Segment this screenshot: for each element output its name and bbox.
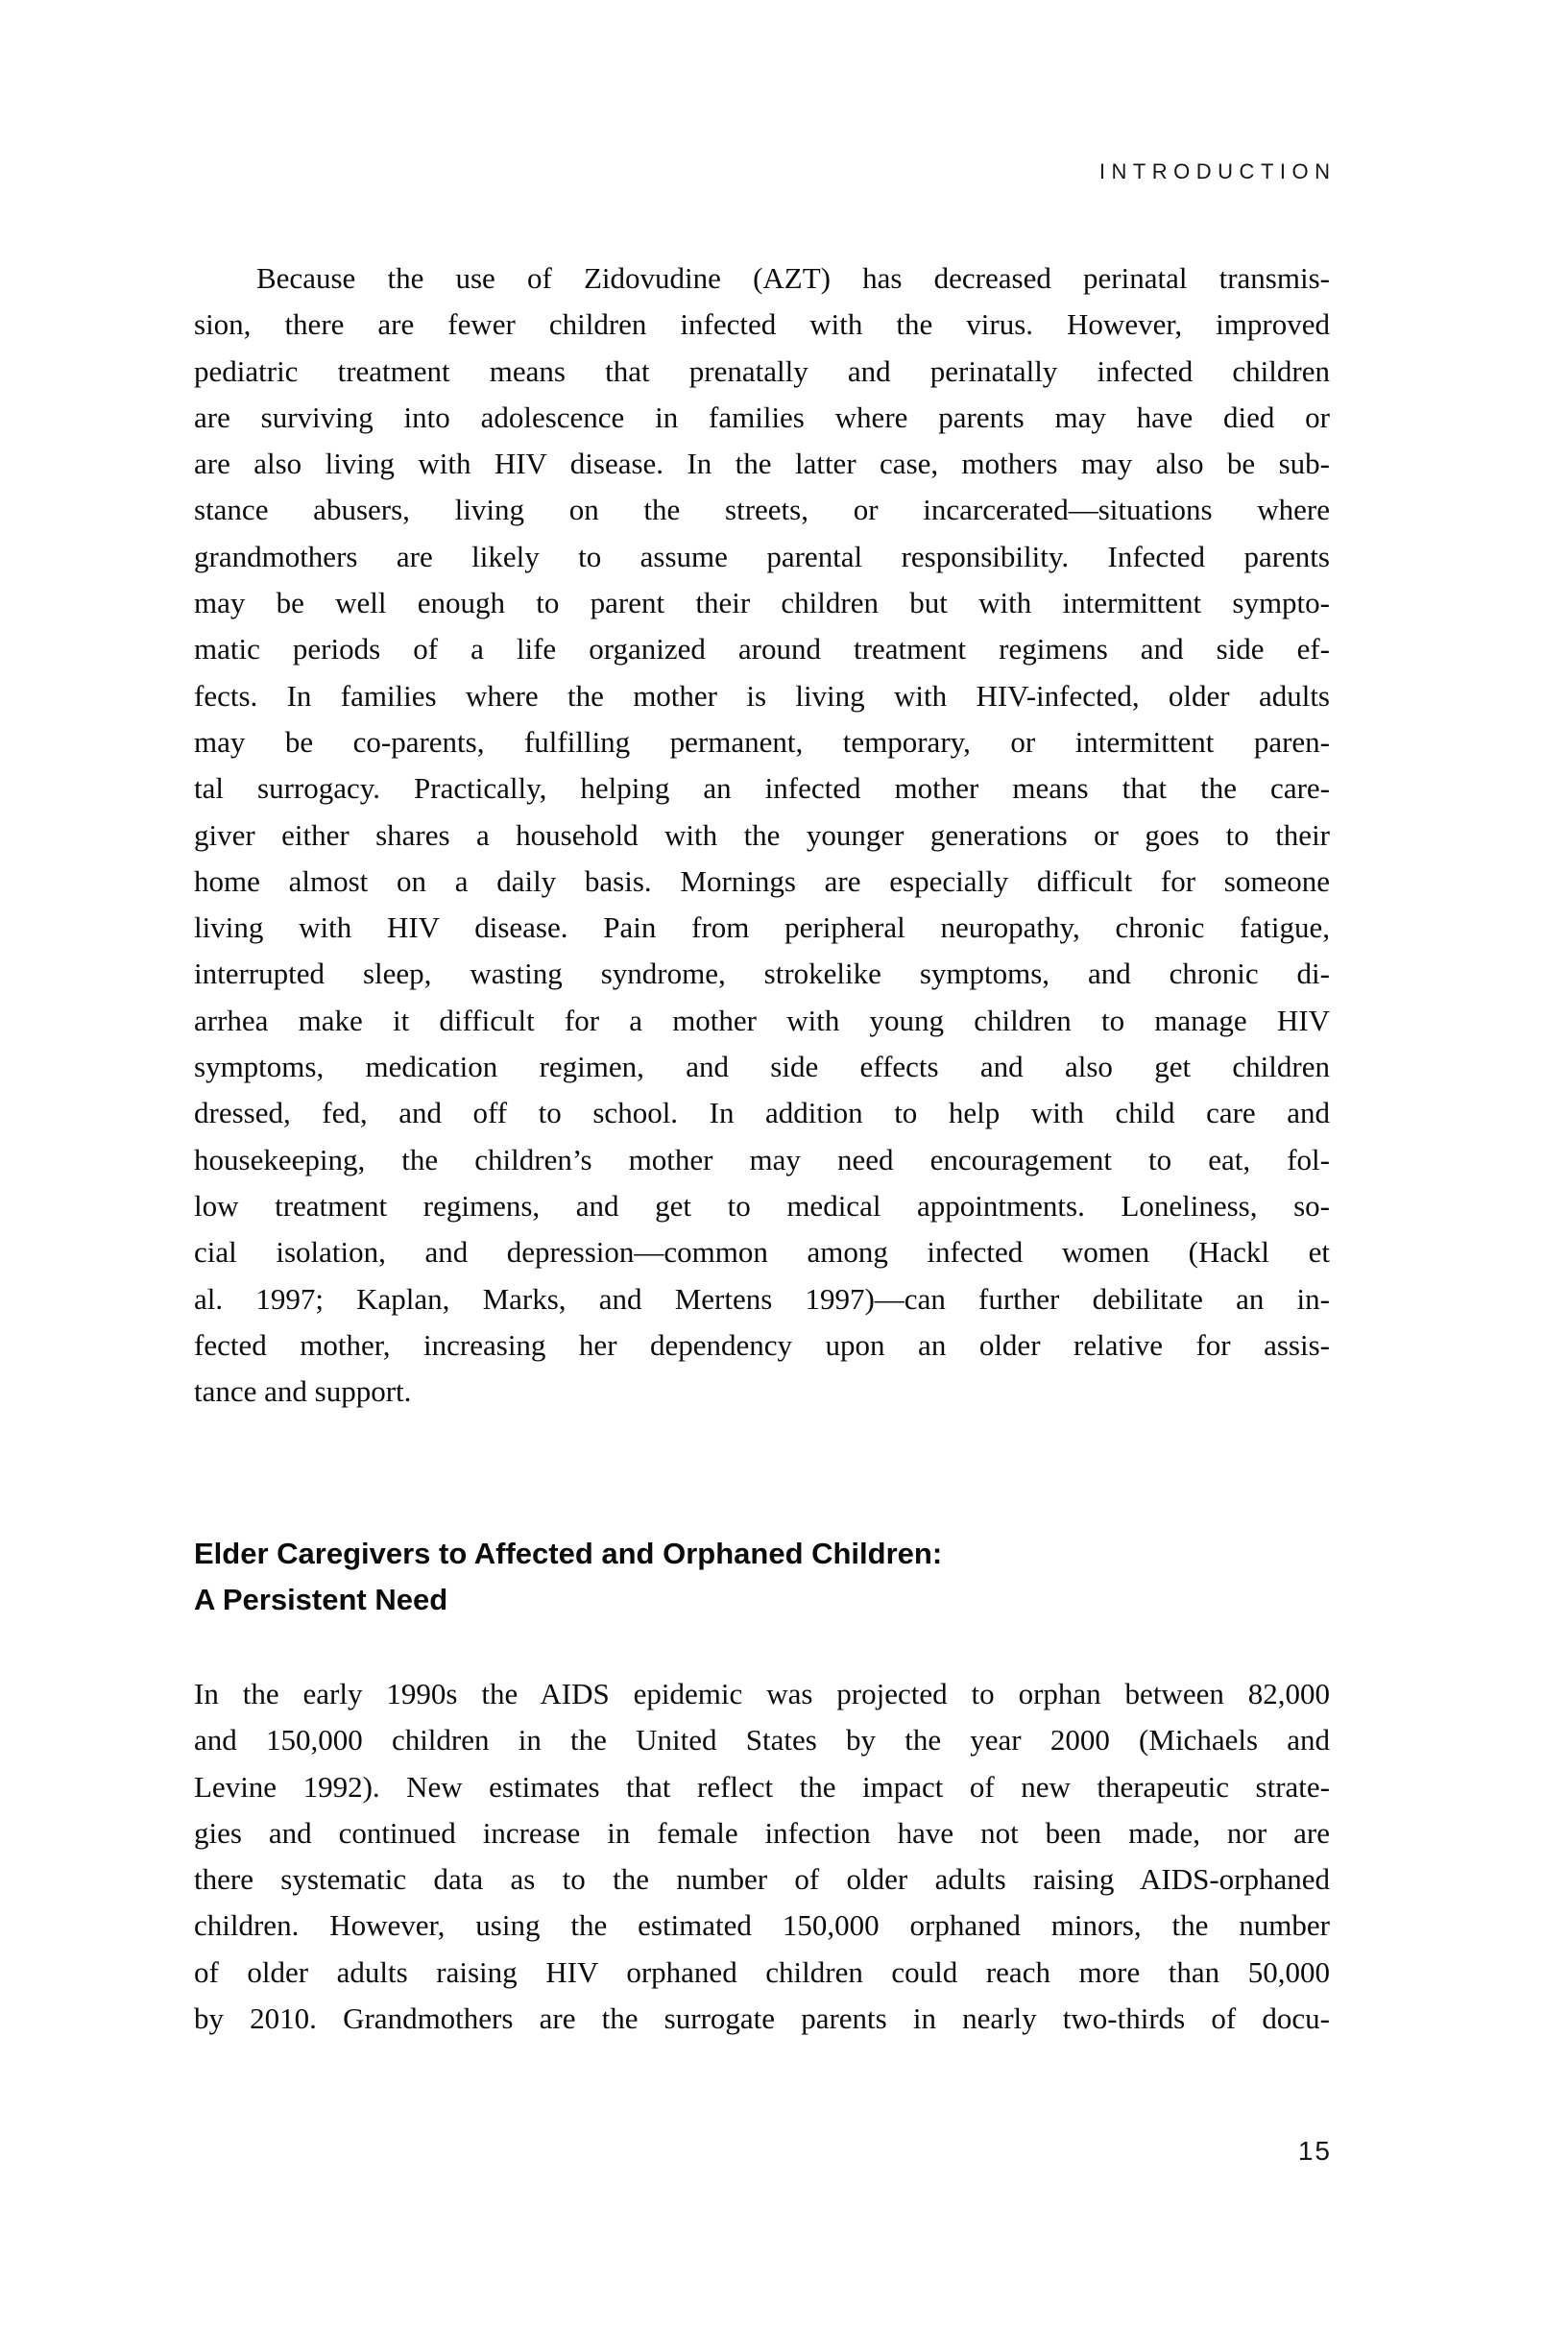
text-line: are surviving into adolescence in families where parents may have died or — [194, 400, 1330, 434]
text-line: children. However, using the estimated 150,000 orphaned minors, the number — [194, 1908, 1330, 1943]
paragraph-body-2 — [194, 1671, 1330, 2042]
text-line: by 2010. Grandmothers are the surrogate parents in nearly two-thirds of docu- — [194, 2001, 1330, 2036]
text-line: pediatric treatment means that prenatally and perinatally infected children — [194, 353, 1330, 388]
section-heading — [194, 1531, 1330, 1623]
text-line: al. 1997; Kaplan, Marks, and Mertens 1997)—can further debilitate an in- — [194, 1281, 1330, 1316]
text-line: cial isolation, and depression—common among infected women (Hackl et — [194, 1235, 1330, 1270]
text-line: symptoms, medication regimen, and side effects and also get children — [194, 1050, 1330, 1084]
text-line: housekeeping, the children’s mother may need encouragement to eat, fol- — [194, 1142, 1330, 1176]
text-line: there systematic data as to the number of older adults raising AIDS-orphaned — [194, 1862, 1330, 1897]
text-line: Levine 1992). New estimates that reflect the impact of new therapeutic strate- — [194, 1769, 1330, 1804]
text-line: of older adults raising HIV orphaned children could reach more than 50,000 — [194, 1954, 1330, 1989]
page-number — [194, 2136, 1330, 2167]
text-line: are also living with HIV disease. In the latter case, mothers may also be sub- — [194, 447, 1330, 481]
section-heading-line-2: A Persistent Need — [194, 1583, 448, 1616]
text-line: interrupted sleep, wasting syndrome, strokelike symptoms, and chronic di- — [194, 957, 1330, 991]
running-header-text: INTRODUCTION — [1098, 159, 1337, 183]
section-heading-line-1: Elder Caregivers to Affected and Orphaned Children: — [194, 1537, 943, 1570]
page-number-text: 15 — [1297, 2136, 1332, 2166]
running-header — [194, 159, 1337, 184]
text-line: fected mother, increasing her dependency upon an older relative for assis- — [194, 1327, 1330, 1362]
text-line: matic periods of a life organized around treatment regimens and side ef- — [194, 632, 1330, 667]
text-line: In the early 1990s the AIDS epidemic was projected to orphan between 82,000 — [194, 1677, 1330, 1710]
text-line: may be co-parents, fulfilling permanent, temporary, or intermittent paren- — [194, 724, 1330, 759]
text-line: arrhea make it difficult for a mother with young children to manage HIV — [194, 1003, 1330, 1037]
text-line: may be well enough to parent their children but with intermittent sympto- — [194, 586, 1330, 620]
paragraph-body-1 — [194, 255, 1330, 1415]
text-line: tal surrogacy. Practically, helping an infected mother means that the care- — [194, 771, 1330, 806]
text-line: tance and support. — [194, 1374, 412, 1409]
text-line: sion, there are fewer children infected with the virus. However, improved — [194, 307, 1330, 342]
text-line: home almost on a daily basis. Mornings are especially difficult for someone — [194, 863, 1330, 898]
text-line: low treatment regimens, and get to medical appointments. Loneliness, so- — [194, 1188, 1330, 1223]
text-line: gies and continued increase in female infection have not been made, nor are — [194, 1815, 1330, 1850]
text-line: giver either shares a household with the younger generations or goes to their — [194, 817, 1330, 852]
text-line: living with HIV disease. Pain from peripheral neuropathy, chronic fatigue, — [194, 910, 1330, 945]
text-line: grandmothers are likely to assume parental responsibility. Infected parents — [194, 539, 1330, 573]
text-line: Because the use of Zidovudine (AZT) has decreased perinatal transmis- — [256, 261, 1330, 295]
text-line: dressed, fed, and off to school. In addition to help with child care and — [194, 1096, 1330, 1130]
text-line: fects. In families where the mother is living with HIV-infected, older adults — [194, 678, 1330, 713]
text-line: stance abusers, living on the streets, or incarcerated—situations where — [194, 493, 1330, 527]
text-line: and 150,000 children in the United States by the year 2000 (Michaels and — [194, 1723, 1330, 1758]
